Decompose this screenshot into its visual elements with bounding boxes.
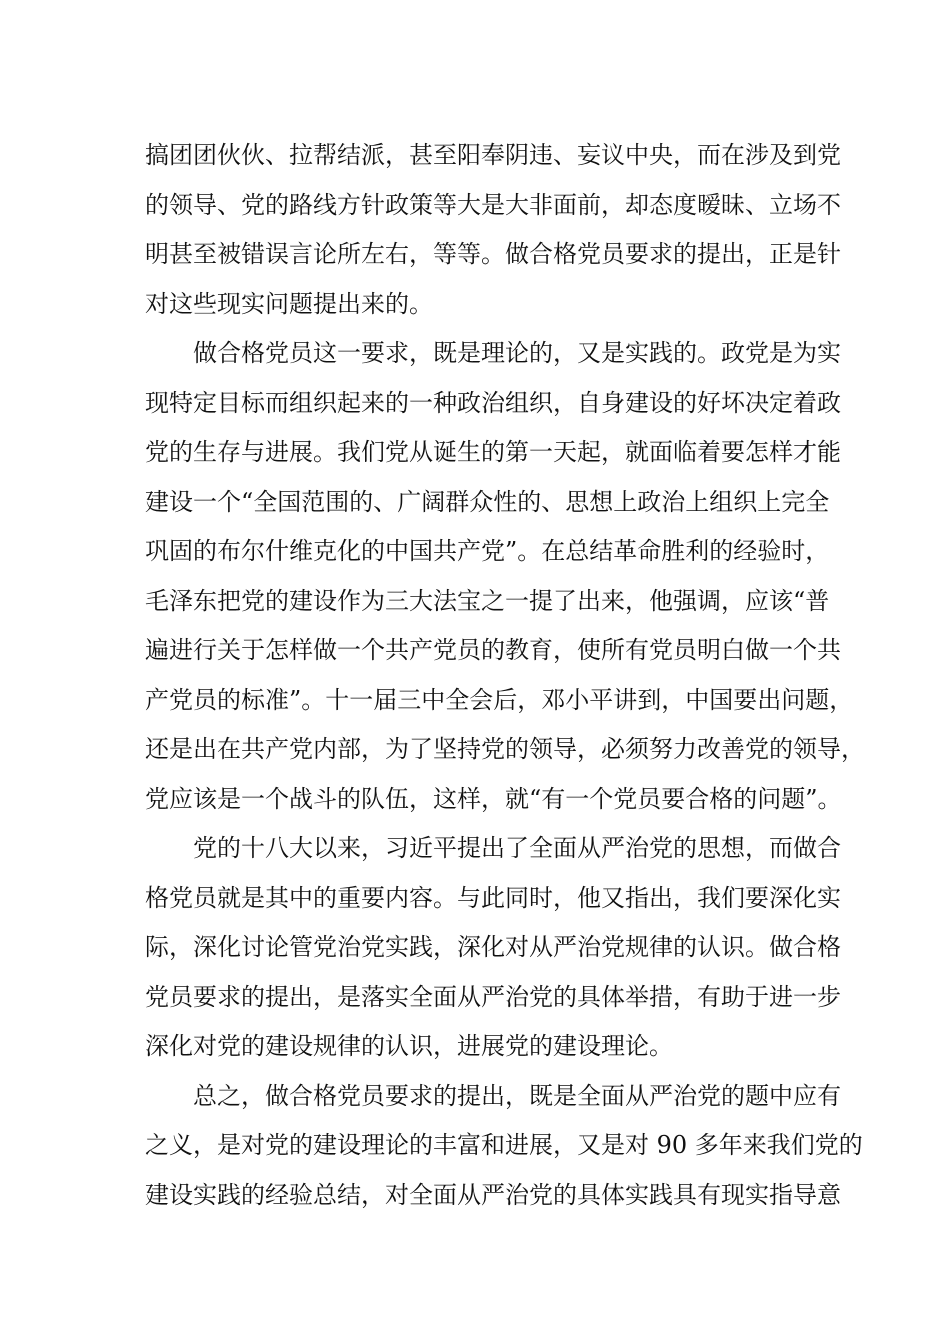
text-line: 遍进行关于怎样做一个共产党员的教育，使所有党员明白做一个共 [145, 636, 841, 664]
text-line: 际，深化讨论管党治党实践，深化对从严治党规律的认识。做合格 [145, 933, 841, 961]
text-line: 做合格党员这一要求，既是理论的，又是实践的。政党是为实 [193, 339, 841, 367]
text-line: 党员要求的提出，是落实全面从严治党的具体举措，有助于进一步 [145, 982, 841, 1011]
text-line: 总之，做合格党员要求的提出，既是全面从严治党的题中应有 [193, 1081, 841, 1110]
text-line: 的领导、党的路线方针政策等大是大非面前，却态度暧昧、立场不 [145, 190, 841, 219]
text-line: 现特定目标而组织起来的一种政治组织，自身建设的好坏决定着政 [145, 388, 841, 417]
text-line: 毛泽东把党的建设作为三大法宝之一提了出来，他强调，应该“普 [145, 586, 830, 615]
text-line: 还是出在共产党内部，为了坚持党的领导，必须努力改善党的领导， [145, 735, 865, 763]
text-line: 党的生存与进展。我们党从诞生的第一天起，就面临着要怎样才能 [145, 438, 841, 466]
text-line: 建设实践的经验总结，对全面从严治党的具体实践具有现实指导意 [145, 1180, 841, 1209]
text-line: 深化对党的建设规律的认识，进展党的建设理论。 [145, 1032, 673, 1060]
text-line: 明甚至被错误言论所左右，等等。做合格党员要求的提出，正是针 [145, 240, 841, 268]
body-text [145, 131, 865, 1220]
text-line: 建设一个“全国范围的、广阔群众性的、思想上政治上组织上完全 [145, 487, 830, 516]
text-line: 搞团团伙伙、拉帮结派，甚至阳奉阴违、妄议中央，而在涉及到党 [145, 141, 841, 169]
text-line: 格党员就是其中的重要内容。与此同时，他又指出，我们要深化实 [145, 883, 841, 912]
text-line: 之义，是对党的建设理论的丰富和进展，又是对 90 多年来我们党的 [145, 1131, 863, 1159]
text-line: 对这些现实问题提出来的。 [145, 289, 433, 318]
text-line: 产党员的标准”。十一届三中全会后，邓小平讲到，中国要出问题， [145, 685, 854, 714]
text-line: 党的十八大以来，习近平提出了全面从严治党的思想，而做合 [193, 834, 841, 862]
text-line: 巩固的布尔什维克化的中国共产党”。在总结革命胜利的经验时， [145, 537, 830, 565]
text-line: 党应该是一个战斗的队伍，这样，就“有一个党员要合格的问题”。 [145, 784, 842, 813]
